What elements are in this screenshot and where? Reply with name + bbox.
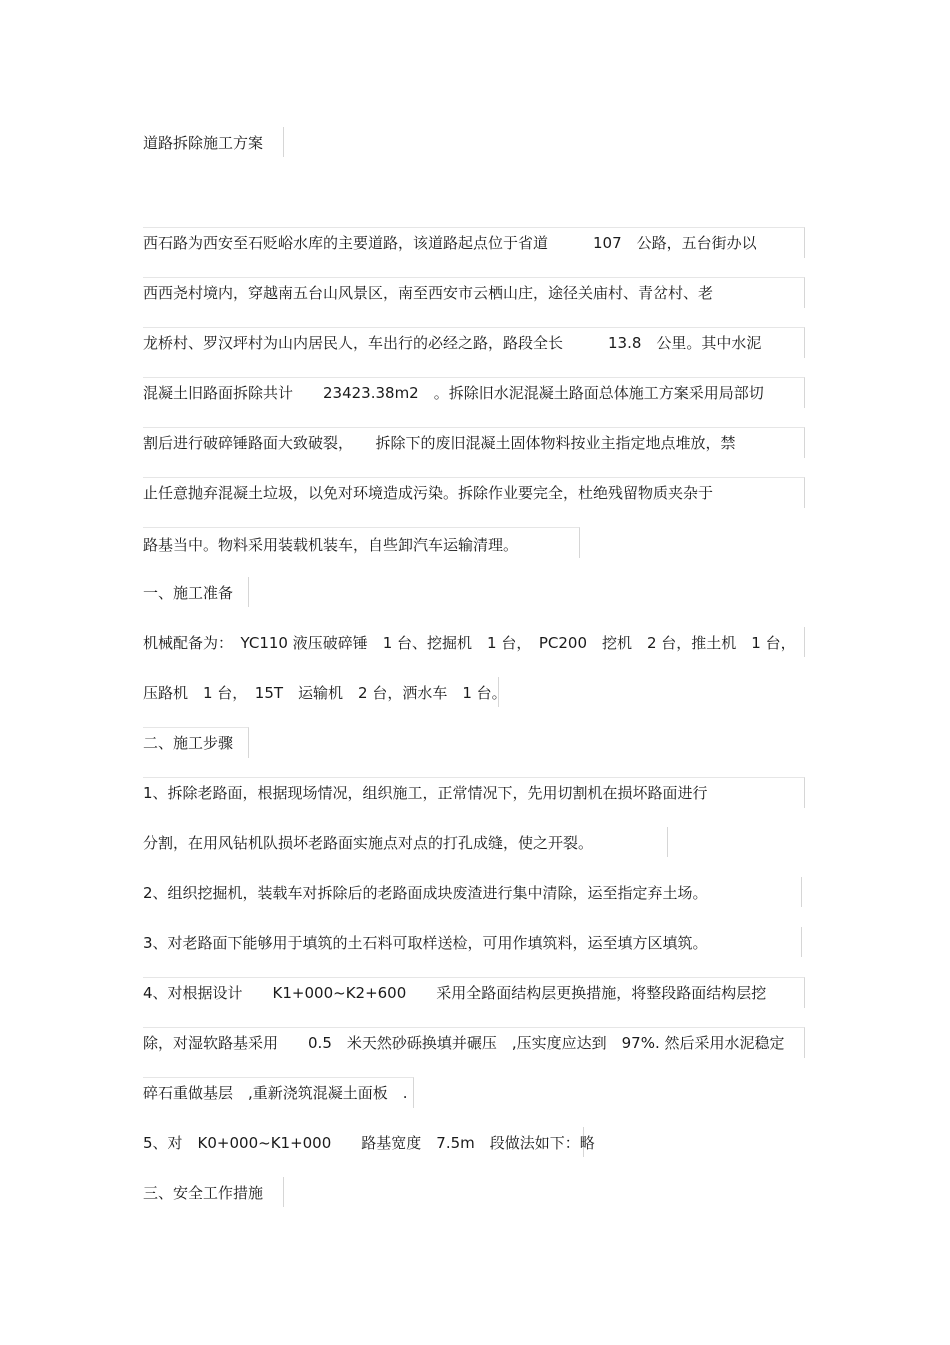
section-heading: 一、施工准备 [143,584,234,602]
section-line: 2、组织挖掘机，装载车对拆除后的老路面成块废渣进行集中清除，运至指定弃土场。 [143,884,708,902]
section-line: 1、拆除老路面，根据现场情况，组织施工，正常情况下，先用切割机在损坏路面进行 [143,784,708,802]
section-line: 4、对根据设计 K1+000~K2+600 采用全路面结构层更换措施，将整段路面结构层挖 [143,984,767,1002]
section-line: 机械配备为： YC110 液压破碎锤 1 台、挖掘机 1 台， PC200 挖机 2 台，推土机 1 台， [143,634,796,652]
intro-line: 止任意抛弃混凝土垃圾，以免对环境造成污染。拆除作业要完全，杜绝残留物质夹杂于 [143,484,714,502]
section-line: 碎石重做基层 ,重新浇筑混凝土面板 . [143,1084,408,1102]
intro-line: 西石路为西安至石贬峪水库的主要道路，该道路起点位于省道 107 公路，五台街办以 [143,234,757,252]
section-line: 分割，在用风钻机队损坏老路面实施点对点的打孔成缝，使之开裂。 [143,834,594,852]
section-line: 5、对 K0+000~K1+000 路基宽度 7.5m 段做法如下：略 [143,1134,595,1152]
intro-line: 混凝土旧路面拆除共计 23423.38m2 。拆除旧水泥混凝土路面总体施工方案采用局部切 [143,384,764,402]
intro-line: 路基当中。物料采用装载机装车，自些卸汽车运输清理。 [143,536,519,554]
section-line: 压路机 1 台， 15T 运输机 2 台，洒水车 1 台。 [143,684,507,702]
document-title: 道路拆除施工方案 [143,134,264,152]
section-line: 除，对湿软路基采用 0.5 米天然砂砾换填并碾压 ,压实度应达到 97%. 然后采用水泥稳定 [143,1034,785,1052]
intro-line: 龙桥村、罗汉坪村为山内居民人，车出行的必经之路，路段全长 13.8 公里。其中水泥 [143,334,762,352]
intro-line: 割后进行破碎锤路面大致破裂， 拆除下的废旧混凝土固体物料按业主指定地点堆放，禁 [143,434,736,452]
intro-line: 西西尧村境内，穿越南五台山风景区，南至西安市云栖山庄，途径关庙村、青岔村、老 [143,284,714,302]
section-heading: 二、施工步骤 [143,734,234,752]
section-heading: 三、安全工作措施 [143,1184,264,1202]
section-line: 3、对老路面下能够用于填筑的土石料可取样送检，可用作填筑料，运至填方区填筑。 [143,934,708,952]
